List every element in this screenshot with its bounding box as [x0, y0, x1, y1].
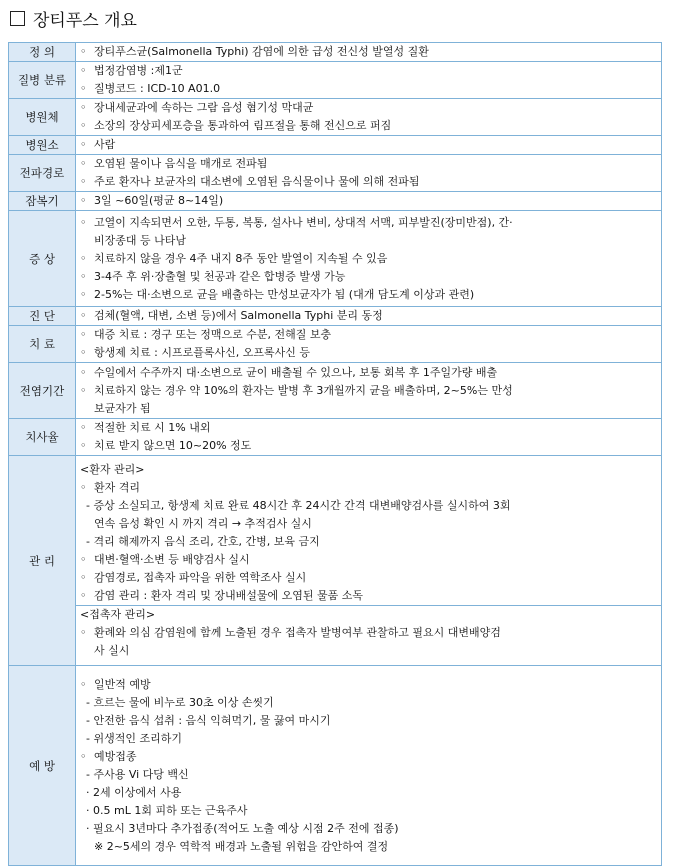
prevention-line-4: - 위생적인 조리하기: [86, 731, 182, 745]
symptoms-line-2: 비장종대 등 나타남: [94, 233, 187, 247]
symptoms-line-5: ◦ 2-5%는 대·소변으로 균을 배출하는 만성보균자가 됨 (대개 담도계 이상과 관련): [80, 286, 657, 304]
transmission-line-1: ◦ 오염된 물이나 음식을 매개로 전파됨: [80, 155, 657, 173]
row-incubation: [9, 192, 662, 211]
content-diagnosis: [76, 307, 662, 326]
communicable-line-1: ◦ 수일에서 수주까지 대·소변으로 균이 배출될 수 있으나, 보통 회복 후 1주일가량 배출: [80, 364, 657, 382]
row-symptoms: [9, 211, 662, 307]
row-treatment: [9, 326, 662, 363]
diagnosis-line-1: ◦ 검체(혈액, 대변, 소변 등)에서 Salmonella Typhi 분리 동정: [80, 307, 657, 325]
row-classification: [9, 62, 662, 99]
transmission-line-2: ◦ 주로 환자나 보균자의 대소변에 오염된 음식물이나 물에 의해 전파됨: [80, 173, 657, 191]
prevention-line-3: - 안전한 음식 섭취 : 음식 익혀먹기, 물 끓여 마시기: [86, 713, 331, 727]
treatment-line-1: ◦ 대증 치료 : 경구 또는 정맥으로 수분, 전해질 보충: [80, 326, 657, 344]
label-classification: 질병 분류: [9, 62, 76, 99]
label-transmission: 전파경로: [9, 155, 76, 192]
prevention-line-9: · 필요시 3년마다 추가접종(적어도 노출 예상 시점 2주 전에 접종): [86, 821, 399, 835]
prevention-line-8: · 0.5 mL 1회 피하 또는 근육주사: [86, 803, 248, 817]
prevention-line-1: ◦ 일반적 예방: [80, 676, 657, 694]
label-fatality: 치사율: [9, 419, 76, 456]
pathogen-line-1: ◦ 장내세균과에 속하는 그람 음성 혐기성 막대균: [80, 99, 657, 117]
content-reservoir: [76, 136, 662, 155]
patient-line-6: ◦ 감염경로, 접촉자 파악을 위한 역학조사 실시: [80, 569, 657, 587]
label-prevention: 예 방: [9, 666, 76, 866]
label-definition: 정 의: [9, 43, 76, 62]
classification-line-1: ◦ 법정감염병 :제1군: [80, 62, 657, 80]
contact-line-1: ◦ 환례와 의심 감염원에 함께 노출된 경우 접촉자 발병여부 관찰하고 필요시 대변배양검: [80, 624, 657, 642]
label-treatment: 치 료: [9, 326, 76, 363]
content-classification: [76, 62, 662, 99]
content-communicable: [76, 363, 662, 419]
contact-line-2: 사 실시: [94, 644, 130, 657]
checkbox-square-icon: [10, 11, 25, 26]
patient-line-5: ◦ 대변·혈액·소변 등 배양검사 실시: [80, 551, 657, 569]
incubation-line-1: ◦ 3일 ~60일(평균 8~14일): [80, 192, 657, 210]
label-symptoms: 증 상: [9, 211, 76, 307]
content-treatment: [76, 326, 662, 363]
communicable-line-2: ◦ 치료하지 않는 경우 약 10%의 환자는 발병 후 3개월까지 균을 배출하며, 2~5%는 만성: [80, 382, 657, 400]
label-pathogen: 병원체: [9, 99, 76, 136]
prevention-line-6: - 주사용 Vi 다당 백신: [86, 767, 189, 781]
prevention-line-2: - 흐르는 물에 비누로 30초 이상 손씻기: [86, 695, 274, 709]
prevention-line-5: ◦ 예방접종: [80, 748, 657, 766]
title-text: 장티푸스 개요: [33, 10, 137, 31]
content-incubation: [76, 192, 662, 211]
classification-line-2: ◦ 질병코드 : ICD-10 A01.0: [80, 80, 657, 98]
label-management: 관 리: [9, 456, 76, 666]
symptoms-line-4: ◦ 3-4주 후 위·장출혈 및 천공과 같은 합병증 발생 가능: [80, 268, 657, 286]
communicable-line-3: 보균자가 됨: [94, 401, 151, 415]
row-diagnosis: [9, 307, 662, 326]
row-communicable: [9, 363, 662, 419]
treatment-line-2: ◦ 항생제 치료 : 시프로플록사신, 오프록사신 등: [80, 344, 657, 362]
prevention-line-7: · 2세 이상에서 사용: [86, 785, 182, 799]
patient-line-4: - 격리 해제까지 음식 조리, 간호, 간병, 보육 금지: [86, 535, 320, 548]
content-pathogen: [76, 99, 662, 136]
fatality-line-1: ◦ 적절한 치료 시 1% 내외: [80, 419, 657, 437]
label-communicable: 전염기간: [9, 363, 76, 419]
content-definition: [76, 43, 662, 62]
patient-line-1: ◦ 환자 격리: [80, 479, 657, 497]
prevention-line-10: ※ 2~5세의 경우 역학적 배경과 노출될 위험을 감안하여 결정: [94, 839, 389, 853]
contact-management-header: <접촉자 관리>: [80, 608, 156, 621]
row-prevention: [9, 666, 662, 866]
pathogen-line-2: ◦ 소장의 장상피세포층을 통과하여 림프절을 통해 전신으로 퍼짐: [80, 117, 657, 135]
content-management: [76, 456, 662, 666]
symptoms-line-3: ◦ 치료하지 않을 경우 4주 내지 8주 동안 발열이 지속될 수 있음: [80, 250, 657, 268]
row-fatality: [9, 419, 662, 456]
content-fatality: [76, 419, 662, 456]
label-diagnosis: 진 단: [9, 307, 76, 326]
row-pathogen: [9, 99, 662, 136]
patient-line-3: 연속 음성 확인 시 까지 격리 → 추적검사 실시: [94, 517, 312, 530]
fatality-line-2: ◦ 치료 받지 않으면 10~20% 정도: [80, 437, 657, 455]
reservoir-line-1: ◦ 사람: [80, 136, 657, 154]
label-incubation: 잠복기: [9, 192, 76, 211]
label-reservoir: 병원소: [9, 136, 76, 155]
page-title: [10, 4, 137, 32]
row-transmission: [9, 155, 662, 192]
patient-line-7: ◦ 감염 관리 : 환자 격리 및 장내배설물에 오염된 물품 소독: [80, 587, 657, 605]
row-reservoir: [9, 136, 662, 155]
row-management: [9, 456, 662, 666]
row-definition: [9, 43, 662, 62]
symptoms-line-1: ◦ 고열이 지속되면서 오한, 두통, 복통, 설사나 변비, 상대적 서맥, 피부발진(장미반점), 간·: [80, 214, 657, 232]
overview-table: [8, 42, 662, 866]
patient-line-2: - 증상 소실되고, 항생제 치료 완료 48시간 후 24시간 간격 대변배양검사를 실시하여 3회: [86, 499, 511, 512]
content-transmission: [76, 155, 662, 192]
patient-management-header: <환자 관리>: [80, 463, 145, 476]
content-symptoms: [76, 211, 662, 307]
content-prevention: [76, 666, 662, 866]
definition-line-1: ◦ 장티푸스균(Salmonella Typhi) 감염에 의한 급성 전신성 발열성 질환: [80, 43, 657, 61]
